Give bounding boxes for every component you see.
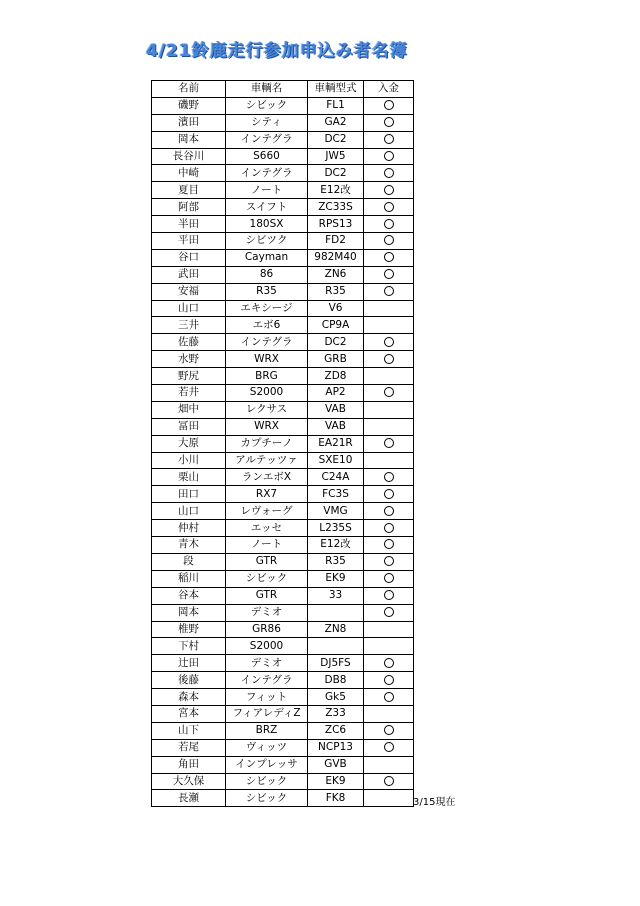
model-cell: ZN8	[308, 621, 364, 638]
model-cell: VMG	[308, 503, 364, 520]
paid-cell	[364, 520, 414, 537]
paid-cell	[364, 722, 414, 739]
table-row	[152, 317, 414, 334]
model-cell: RPS13	[308, 216, 364, 233]
paid-mark-icon	[384, 235, 394, 245]
model-cell: 982M40	[308, 249, 364, 266]
name-cell: 冨田	[152, 418, 226, 435]
header-model: 車輌型式	[308, 81, 364, 98]
paid-mark-icon	[384, 438, 394, 448]
paid-mark-icon	[384, 354, 394, 364]
car-cell: R35	[226, 283, 308, 300]
name-cell: 安福	[152, 283, 226, 300]
paid-cell	[364, 114, 414, 131]
table-row	[152, 148, 414, 165]
car-cell: シビック	[226, 773, 308, 790]
paid-mark-icon	[384, 117, 394, 127]
model-cell	[308, 638, 364, 655]
model-cell: JW5	[308, 148, 364, 165]
car-cell: インテグラ	[226, 672, 308, 689]
name-cell: 野尻	[152, 368, 226, 385]
table-row	[152, 469, 414, 486]
paid-cell	[364, 317, 414, 334]
model-cell: NCP13	[308, 739, 364, 756]
table-row	[152, 604, 414, 621]
name-cell: 山口	[152, 300, 226, 317]
name-cell: 三井	[152, 317, 226, 334]
name-cell: 半田	[152, 216, 226, 233]
paid-cell	[364, 756, 414, 773]
paid-cell	[364, 401, 414, 418]
table-row	[152, 300, 414, 317]
name-cell: 濱田	[152, 114, 226, 131]
table-row	[152, 756, 414, 773]
name-cell: 水野	[152, 351, 226, 368]
table-row	[152, 182, 414, 199]
model-cell: L235S	[308, 520, 364, 537]
table-row	[152, 97, 414, 114]
paid-mark-icon	[384, 590, 394, 600]
car-cell: エッセ	[226, 520, 308, 537]
model-cell: Gk5	[308, 689, 364, 706]
table-row	[152, 368, 414, 385]
paid-mark-icon	[384, 675, 394, 685]
name-cell: 長瀬	[152, 790, 226, 807]
model-cell: E12改	[308, 182, 364, 199]
model-cell: EK9	[308, 773, 364, 790]
paid-cell	[364, 216, 414, 233]
car-cell: インテグラ	[226, 131, 308, 148]
car-cell: フィット	[226, 689, 308, 706]
paid-cell	[364, 503, 414, 520]
table-row	[152, 131, 414, 148]
model-cell: FL1	[308, 97, 364, 114]
paid-cell	[364, 97, 414, 114]
model-cell: DC2	[308, 334, 364, 351]
model-cell: EK9	[308, 570, 364, 587]
table-row	[152, 283, 414, 300]
model-cell: DJ5FS	[308, 655, 364, 672]
table-row	[152, 401, 414, 418]
paid-mark-icon	[384, 556, 394, 566]
model-cell: 33	[308, 587, 364, 604]
name-cell: 谷口	[152, 249, 226, 266]
paid-cell	[364, 131, 414, 148]
name-cell: 夏目	[152, 182, 226, 199]
car-cell: シビツク	[226, 233, 308, 250]
name-cell: 若井	[152, 385, 226, 402]
name-cell: 平田	[152, 233, 226, 250]
paid-cell	[364, 435, 414, 452]
paid-mark-icon	[384, 472, 394, 482]
table-row	[152, 266, 414, 283]
name-cell: 山口	[152, 503, 226, 520]
paid-cell	[364, 334, 414, 351]
table-row	[152, 773, 414, 790]
paid-cell	[364, 351, 414, 368]
name-cell: 長谷川	[152, 148, 226, 165]
paid-mark-icon	[384, 539, 394, 549]
table-row	[152, 249, 414, 266]
paid-cell	[364, 165, 414, 182]
table-row	[152, 385, 414, 402]
name-cell: 段	[152, 553, 226, 570]
paid-cell	[364, 233, 414, 250]
table-row	[152, 570, 414, 587]
paid-mark-icon	[384, 202, 394, 212]
car-cell: 86	[226, 266, 308, 283]
table-row	[152, 587, 414, 604]
table-row	[152, 672, 414, 689]
car-cell: ヴィッツ	[226, 739, 308, 756]
paid-cell	[364, 266, 414, 283]
table-header-row	[152, 81, 414, 98]
car-cell: WRX	[226, 351, 308, 368]
participant-table	[151, 80, 414, 807]
model-cell: FC3S	[308, 486, 364, 503]
name-cell: 阿部	[152, 199, 226, 216]
table-row	[152, 216, 414, 233]
paid-mark-icon	[384, 523, 394, 533]
name-cell: 大原	[152, 435, 226, 452]
model-cell: E12改	[308, 537, 364, 554]
paid-cell	[364, 790, 414, 807]
name-cell: 大久保	[152, 773, 226, 790]
car-cell: ノート	[226, 537, 308, 554]
paid-cell	[364, 418, 414, 435]
table-row	[152, 165, 414, 182]
car-cell: カプチーノ	[226, 435, 308, 452]
paid-mark-icon	[384, 219, 394, 229]
table-row	[152, 655, 414, 672]
name-cell: 後藤	[152, 672, 226, 689]
model-cell: V6	[308, 300, 364, 317]
car-cell: GR86	[226, 621, 308, 638]
car-cell: レヴォーグ	[226, 503, 308, 520]
car-cell: 180SX	[226, 216, 308, 233]
model-cell	[308, 604, 364, 621]
paid-cell	[364, 452, 414, 469]
paid-mark-icon	[384, 725, 394, 735]
header-paid: 入金	[364, 81, 414, 98]
car-cell: シビック	[226, 790, 308, 807]
name-cell: 森本	[152, 689, 226, 706]
paid-mark-icon	[384, 269, 394, 279]
paid-mark-icon	[384, 387, 394, 397]
car-cell: アルテッツァ	[226, 452, 308, 469]
name-cell: 中崎	[152, 165, 226, 182]
model-cell: DC2	[308, 131, 364, 148]
paid-mark-icon	[384, 658, 394, 668]
car-cell: S660	[226, 148, 308, 165]
car-cell: デミオ	[226, 655, 308, 672]
car-cell: Cayman	[226, 249, 308, 266]
car-cell: インプレッサ	[226, 756, 308, 773]
paid-mark-icon	[384, 573, 394, 583]
paid-cell	[364, 300, 414, 317]
paid-cell	[364, 249, 414, 266]
car-cell: インテグラ	[226, 334, 308, 351]
paid-mark-icon	[384, 607, 394, 617]
paid-mark-icon	[384, 337, 394, 347]
name-cell: 青木	[152, 537, 226, 554]
name-cell: 角田	[152, 756, 226, 773]
table-row	[152, 722, 414, 739]
model-cell: DC2	[308, 165, 364, 182]
car-cell: WRX	[226, 418, 308, 435]
table-row	[152, 351, 414, 368]
name-cell: 宮本	[152, 705, 226, 722]
model-cell: AP2	[308, 385, 364, 402]
model-cell: R35	[308, 553, 364, 570]
name-cell: 谷本	[152, 587, 226, 604]
paid-mark-icon	[384, 776, 394, 786]
car-cell: インテグラ	[226, 165, 308, 182]
table-row	[152, 452, 414, 469]
paid-cell	[364, 199, 414, 216]
model-cell: FD2	[308, 233, 364, 250]
model-cell: GA2	[308, 114, 364, 131]
name-cell: 畑中	[152, 401, 226, 418]
car-cell: レクサス	[226, 401, 308, 418]
header-name: 名前	[152, 81, 226, 98]
model-cell: ZN6	[308, 266, 364, 283]
paid-mark-icon	[384, 489, 394, 499]
name-cell: 岡本	[152, 604, 226, 621]
model-cell: ZC33S	[308, 199, 364, 216]
paid-cell	[364, 672, 414, 689]
table-row	[152, 503, 414, 520]
car-cell: GTR	[226, 553, 308, 570]
name-cell: 佐藤	[152, 334, 226, 351]
table-row	[152, 486, 414, 503]
car-cell: S2000	[226, 385, 308, 402]
name-cell: 下村	[152, 638, 226, 655]
car-cell: スイフト	[226, 199, 308, 216]
table-row	[152, 553, 414, 570]
table-row	[152, 638, 414, 655]
model-cell: SXE10	[308, 452, 364, 469]
paid-mark-icon	[384, 742, 394, 752]
paid-mark-icon	[384, 168, 394, 178]
name-cell: 若尾	[152, 739, 226, 756]
model-cell: VAB	[308, 401, 364, 418]
table-row	[152, 621, 414, 638]
car-cell: エキシージ	[226, 300, 308, 317]
car-cell: ランエボX	[226, 469, 308, 486]
name-cell: 稲川	[152, 570, 226, 587]
table-row	[152, 705, 414, 722]
paid-cell	[364, 368, 414, 385]
paid-cell	[364, 604, 414, 621]
model-cell: Z33	[308, 705, 364, 722]
table-row	[152, 739, 414, 756]
car-cell: フィアレディZ	[226, 705, 308, 722]
as-of-date: 3/15現在	[413, 797, 456, 808]
car-cell: BRG	[226, 368, 308, 385]
paid-cell	[364, 638, 414, 655]
table-row	[152, 418, 414, 435]
car-cell: S2000	[226, 638, 308, 655]
table-row	[152, 520, 414, 537]
model-cell: GVB	[308, 756, 364, 773]
paid-cell	[364, 570, 414, 587]
table-row	[152, 537, 414, 554]
name-cell: 辻田	[152, 655, 226, 672]
paid-mark-icon	[384, 151, 394, 161]
model-cell: VAB	[308, 418, 364, 435]
model-cell: CP9A	[308, 317, 364, 334]
car-cell: エボ6	[226, 317, 308, 334]
car-cell: シビック	[226, 97, 308, 114]
model-cell: FK8	[308, 790, 364, 807]
car-cell: RX7	[226, 486, 308, 503]
name-cell: 田口	[152, 486, 226, 503]
paid-cell	[364, 537, 414, 554]
paid-cell	[364, 705, 414, 722]
table-body	[152, 97, 414, 806]
model-cell: C24A	[308, 469, 364, 486]
car-cell: ノート	[226, 182, 308, 199]
model-cell: ZD8	[308, 368, 364, 385]
model-cell: DB8	[308, 672, 364, 689]
paid-cell	[364, 469, 414, 486]
name-cell: 小川	[152, 452, 226, 469]
name-cell: 岡本	[152, 131, 226, 148]
header-car: 車輌名	[226, 81, 308, 98]
paid-cell	[364, 587, 414, 604]
model-cell: ZC6	[308, 722, 364, 739]
name-cell: 武田	[152, 266, 226, 283]
paid-cell	[364, 621, 414, 638]
name-cell: 磯野	[152, 97, 226, 114]
paid-cell	[364, 689, 414, 706]
paid-cell	[364, 655, 414, 672]
name-cell: 椎野	[152, 621, 226, 638]
table-row	[152, 790, 414, 807]
table-row	[152, 435, 414, 452]
paid-cell	[364, 773, 414, 790]
table-row	[152, 233, 414, 250]
table-row	[152, 114, 414, 131]
paid-mark-icon	[384, 185, 394, 195]
paid-cell	[364, 148, 414, 165]
name-cell: 山下	[152, 722, 226, 739]
paid-cell	[364, 385, 414, 402]
paid-mark-icon	[384, 100, 394, 110]
table-row	[152, 199, 414, 216]
model-cell: GRB	[308, 351, 364, 368]
paid-cell	[364, 486, 414, 503]
paid-mark-icon	[384, 506, 394, 516]
car-cell: シビック	[226, 570, 308, 587]
name-cell: 仲村	[152, 520, 226, 537]
paid-cell	[364, 283, 414, 300]
paid-mark-icon	[384, 134, 394, 144]
model-cell: EA21R	[308, 435, 364, 452]
document-title: 4/21鈴鹿走行参加申込み者名簿	[146, 41, 408, 61]
car-cell: デミオ	[226, 604, 308, 621]
model-cell: R35	[308, 283, 364, 300]
paid-mark-icon	[384, 692, 394, 702]
paid-cell	[364, 739, 414, 756]
table-row	[152, 689, 414, 706]
car-cell: シティ	[226, 114, 308, 131]
paid-cell	[364, 182, 414, 199]
table-row	[152, 334, 414, 351]
paid-mark-icon	[384, 252, 394, 262]
car-cell: GTR	[226, 587, 308, 604]
paid-cell	[364, 553, 414, 570]
car-cell: BRZ	[226, 722, 308, 739]
name-cell: 栗山	[152, 469, 226, 486]
paid-mark-icon	[384, 286, 394, 296]
